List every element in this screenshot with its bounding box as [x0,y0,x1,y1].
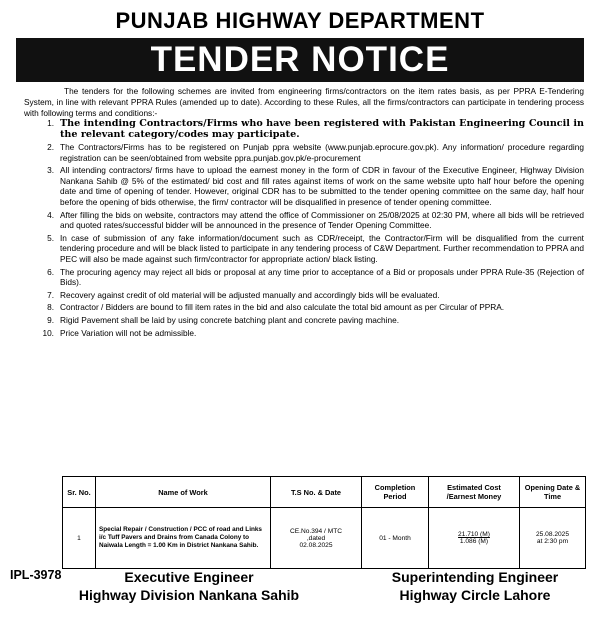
cell-ts [271,508,362,569]
term-number: 3. [47,165,54,176]
term-text: Recovery against credit of old material will be adjusted manually and accordingly bids will be evaluated. [60,289,440,300]
term-text: Contractor / Bidders are bound to fill item rates in the bid and also calculate the total bid amount as per Circular of PPRA. [60,302,505,313]
ts-date: 02.08.2025 [299,541,333,549]
intro-paragraph [24,86,584,118]
term-item [24,118,584,140]
term-item [24,210,584,231]
cell-cost [429,508,520,569]
term-item [24,267,584,288]
cell-work: Special Repair / Construction / PCC of road and Links i/c Tuff Pavers and Drains from Canada Colony to Naiwala Length = 1.00 Km in District Nankana Sahib. [96,508,271,569]
earnest-money: 1.086 (M) [459,538,489,545]
term-number: 2. [47,142,54,152]
cell-opening [520,508,586,569]
term-text: The Contractors/Firms has to be registered on Punjab ppra website (www.punjab.eprocure.gov.pk). Any information/ procedure regarding registration can be seen/obtained from website ppra.punjab.gov.pk/e-procurement [60,142,584,163]
term-number: 4. [47,209,54,220]
cell-sr: 1 [63,508,96,569]
term-number: 5. [47,232,54,243]
tender-table [62,476,586,569]
term-text: After filling the bids on website, contractors may attend the office of Commissioner on 25/08/2025 at 02:30 PM, where all bids will be retrieved and quoted rates/successful bidder will be announced in the presence of Tender Opening Committee. [60,209,584,231]
term-number: 9. [47,314,54,325]
se-office: Highway Circle Lahore [399,587,551,603]
estimated-cost: 21.710 (M) [458,531,490,538]
term-number: 10. [42,327,54,338]
col-work: Name of Work [96,477,271,508]
term-text: The intending Contractors/Firms who have been registered with Pakistan Engineering Council in the relevant category/codes may participate. [60,118,584,140]
term-text: All intending contractors/ firms have to upload the earnest money in the form of CDR in favour of the Executive Engineer, Highway Division Nankana Sahib @ 5% of the estimated/ bid cost and fill rates against items of work on the same website upto half hour before the opening date and time of opening of tender. However, original CDR has to be submitted to the tender opening committee on the same day, half hour before the opening of bids otherwise, the firm/ contractor will be disqualified in presence of tender opening committee. [60,165,584,207]
ee-title: Executive Engineer [124,569,254,585]
term-text: Price Variation will not be admissible. [60,327,197,338]
col-period: Completion Period [362,477,429,508]
ts-number: CE.No.394 / MTC [289,527,343,535]
term-text: In case of submission of any fake information/document such as CDR/receipt, the Contractor/Firm will be disqualified from the current tendering procedure and will be black listed to participate in any tendering process of C&W Department. Further recommendation to PPRA and PEC will also be made against such firm/contractor for appropriate action/ black listing. [60,232,584,264]
table-header-row [63,477,586,508]
term-text: Rigid Pavement shall be laid by using concrete batching plant and concrete paving machine. [60,314,399,325]
term-item [24,302,584,313]
cell-period: 01 - Month [362,508,429,569]
ipl-number: IPL-3978 [10,568,62,582]
term-number: 8. [47,302,54,313]
term-number: 1. [47,118,54,128]
opening-date: 25.08.2025 [535,531,569,538]
department-title: PUNJAB HIGHWAY DEPARTMENT [115,8,485,33]
ee-office: Highway Division Nankana Sahib [78,587,300,603]
term-number: 7. [47,289,54,300]
term-item [24,315,584,326]
term-item [24,328,584,339]
ts-dated: ,dated [306,534,326,542]
term-item [24,290,584,301]
col-cost: Estimated Cost /Earnest Money [429,477,520,508]
superintending-engineer-signature [360,568,590,604]
intro-text: The tenders for the following schemes are invited from engineering firms/contractors on the item rates basis, as per PPRA E-Tendering System, in line with relevant PPRA Rules (amended up to date). According to these Rules, all the firms/contractors can participate in tendering process with following terms and conditions:- [24,86,584,118]
terms-list [24,118,584,340]
col-opening: Opening Date & Time [520,477,586,508]
table-row [63,508,586,569]
opening-time: at 2:30 pm [536,538,569,545]
term-item [24,165,584,207]
term-text: The procuring agency may reject all bids or proposal at any time prior to acceptance of a Bid or proposals under PPRA Rule-35 (Rejection of Bids). [60,266,584,288]
col-sr: Sr. No. [63,477,96,508]
col-ts: T.S No. & Date [271,477,362,508]
se-title: Superintending Engineer [391,569,559,585]
executive-engineer-signature [74,568,304,604]
term-number: 6. [47,266,54,277]
term-item [24,233,584,265]
term-item [24,142,584,163]
notice-title-banner: TENDER NOTICE [16,38,584,82]
